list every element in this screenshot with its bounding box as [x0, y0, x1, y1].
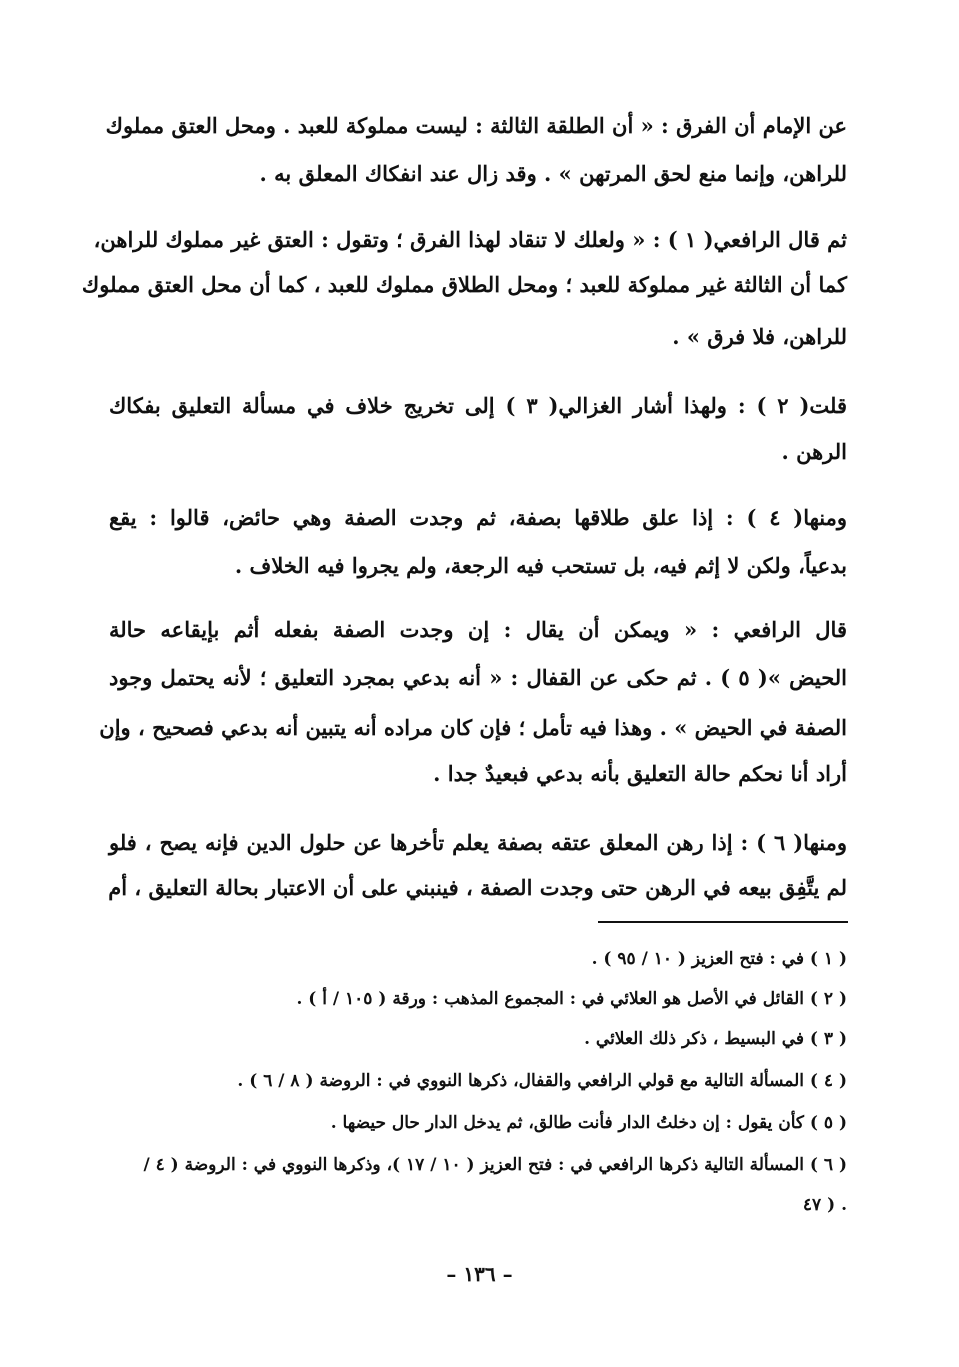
- body-line: ثم قال الرافعي( ١ ) : « ولعلك لا تنقاد لهذا الفرق ؛ وتقول : العتق غير مملوك للراهن،: [93, 227, 847, 252]
- body-line: لم يتَّفِق بيعه في الرهن حتى وجدت الصفة ، فينبني على أن الاعتبار بحالة التعليق ، أم: [108, 875, 847, 900]
- body-line: الصفة في الحيض » . وهذا فيه تأمل ؛ فإن كان مراده أنه يتبين أنه بدعي فصحيح ، وإن: [99, 715, 847, 740]
- footnote-separator: [598, 921, 848, 923]
- body-line: بدعياً، ولكن لا إثم فيه، بل تستحب فيه الرجعة، ولم يجروا فيه الخلاف .: [234, 553, 847, 578]
- body-line: للراهن، فلا فرق » .: [672, 324, 847, 349]
- body-line: ومنها( ٤ ) : إذا علق طلاقها بصفة، ثم وجدت الصفة وهي حائض، قالوا : يقع: [109, 505, 847, 530]
- page-number: – ١٣٦ –: [446, 1262, 513, 1286]
- body-line: للراهن، وإنما منع لحق المرتهن » . وقد زال عند انفكاك المعلق به .: [259, 161, 847, 186]
- footnote: ( ١ ) في : فتح العزيز ( ١٠ / ٩٥ ) .: [591, 949, 847, 969]
- footnote: ( ٤ ) المسألة التالية مع قولي الرافعي والقفال، ذكرها النووي في : الروضة ( ٨ / ٦ ) .: [237, 1071, 847, 1091]
- body-line: أراد أنا نحكم حالة التعليق بأنه بدعي فبعيدٌ جدا .: [433, 761, 847, 786]
- footnote: ( ٣ ) في البسيط ، ذكر ذلك العلائي .: [584, 1029, 847, 1049]
- body-line: قلت( ٢ ) : ولهذا أشار الغزالي( ٣ ) إلى تخريج خلاف في مسألة التعليق بفكاك: [109, 393, 847, 418]
- footnote: ٤٧ ) .: [802, 1195, 847, 1215]
- body-line: الرهن .: [781, 439, 847, 464]
- body-line: ومنها( ٦ ) : إذا رهن المعلق عتقه بصفة يعلم تأخرها عن حلول الدين فإنه يصح ، فلو: [109, 830, 847, 855]
- body-line: قال الرافعي : « ويمكن أن يقال : إن وجدت الصفة بفعله أثم بإيقاعه حالة: [109, 617, 847, 642]
- footnote: ( ٥ ) كأن يقول : إن دخلتُ الدار فأنت طالق، ثم يدخل الدار حال حيضها .: [330, 1113, 847, 1133]
- body-line: الحيض »( ٥ ) . ثم حكى عن القفال : « أنه بدعي بمجرد التعليق ؛ لأنه يحتمل وجود: [109, 665, 847, 690]
- footnote: ( ٦ ) المسألة التالية ذكرها الرافعي في : فتح العزيز ( ١٠ / ١٧ )، وذكرها النووي في : الروضة ( ٤ /: [143, 1155, 847, 1175]
- body-line: كما أن الثالثة غير مملوكة للعبد ؛ ومحل الطلاق مملوك للعبد ، كما أن محل العتق مملوك: [81, 272, 847, 297]
- footnote: ( ٢ ) القائل في الأصل هو العلائي في : المجموع المذهب : ورقة ( ١٠٥ / أ ) .: [296, 989, 847, 1009]
- body-line: عن الإمام أن الفرق : « أن الطلقة الثالثة : ليست مملوكة للعبد . ومحل العتق مملوك: [105, 113, 847, 138]
